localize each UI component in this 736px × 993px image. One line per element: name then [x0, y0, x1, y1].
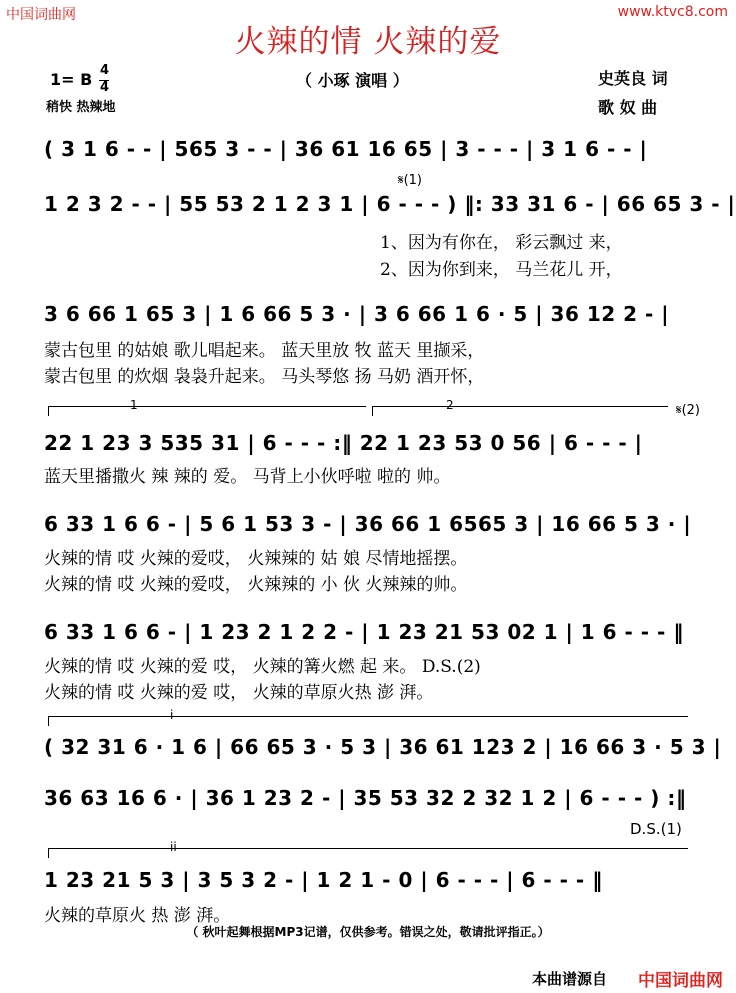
lyric-line: 1、因为有你在， 彩云飘过 来，: [380, 233, 623, 253]
score-row-5: 6 33 1 6 6 - | 5 6 1 53 3 - | 36 66 1 6565 3 | 16 66 5 3 · |: [44, 512, 692, 536]
ds-mark-1: D.S.(1): [630, 820, 682, 838]
score-row-2: 1 2 3 2 - - | 55 53 2 1 2 3 1 | 6 - - - ) ‖: 33 31 6 - | 66 65 3 - |: [44, 192, 736, 216]
lyric-line: 蓝天里播撒火 辣 辣的 爱。 马背上小伙呼啦 啦的 帅。: [44, 467, 451, 487]
lyric-line: 火辣的情 哎 火辣的爱 哎， 火辣的篝火燃 起 来。 D.S.(2): [44, 657, 481, 677]
volta-1-label: 1: [130, 398, 138, 412]
lyric-line: 火辣的情 哎 火辣的爱 哎， 火辣的草原火热 澎 湃。: [44, 683, 434, 703]
score-row-1: ( 3 1 6 - - | 565 3 - - | 36 61 16 65 | 3 - - - | 3 1 6 - - |: [44, 137, 648, 161]
lyric-line: 火辣的草原火 热 澎 湃。: [44, 906, 231, 926]
song-title: 火辣的情 火辣的爱: [234, 24, 502, 60]
score-row-7: ( 32 31 6 · 1 6 | 66 65 3 · 5 3 | 36 61 123 2 | 16 66 3 · 5 3 |: [44, 735, 722, 759]
score-row-8: 36 63 16 6 · | 36 1 23 2 - | 35 53 32 2 32 1 2 | 6 - - - ) :‖: [44, 786, 687, 810]
lyric-line: 蒙古包里 的炊烟 袅袅升起来。 马头琴悠 扬 马奶 酒开怀，: [44, 367, 485, 387]
lyricist-credit: 史英良 词: [598, 69, 668, 88]
footer-brand: 中国词曲网: [638, 971, 723, 991]
footer-source-label: 本曲谱源自: [532, 970, 608, 988]
score-row-9: 1 23 21 5 3 | 3 5 3 2 - | 1 2 1 - 0 | 6 - - - | 6 - - - ‖: [44, 868, 603, 892]
watermark-left: 中国词曲网: [6, 7, 76, 23]
watermark-right: www.ktvc8.com: [617, 4, 728, 20]
volta-2-label: 2: [446, 398, 454, 412]
lyric-line: 蒙古包里 的姑娘 歌儿唱起来。 蓝天里放 牧 蓝天 里撷采，: [44, 341, 485, 361]
transcriber-note: （ 秋叶起舞根据MP3记谱，仅供参考。错误之处，敬请批评指正。）: [186, 925, 550, 939]
time-signature-top: 4: [100, 63, 110, 78]
lyric-line: 火辣的情 哎 火辣的爱哎， 火辣辣的 小 伙 火辣辣的帅。: [44, 575, 468, 595]
volta-i-label: i: [170, 708, 174, 722]
lyric-line: 2、因为你到来， 马兰花儿 开，: [380, 260, 623, 280]
key-signature: 1= B: [50, 70, 93, 89]
score-row-3: 3 6 66 1 65 3 | 1 6 66 5 3 · | 3 6 66 1 6 · 5 | 36 12 2 - |: [44, 302, 670, 326]
segno-mark-2: 𝄋(2): [676, 403, 701, 418]
time-signature-bottom: 4: [100, 80, 110, 95]
segno-mark-1: 𝄋(1): [398, 173, 423, 188]
tempo-marking: 稍快 热辣地: [46, 100, 116, 115]
lyric-line: 火辣的情 哎 火辣的爱哎， 火辣辣的 姑 娘 尽情地摇摆。: [44, 549, 468, 569]
volta-ii-label: ii: [170, 840, 177, 854]
score-row-6: 6 33 1 6 6 - | 1 23 2 1 2 2 - | 1 23 21 53 02 1 | 1 6 - - - ‖: [44, 620, 684, 644]
composer-credit: 歌 奴 曲: [598, 98, 658, 117]
score-row-4: 22 1 23 3 535 31 | 6 - - - :‖ 22 1 23 53 0 56 | 6 - - - |: [44, 431, 643, 455]
singer-credit: （ 小琢 演唱 ）: [296, 71, 409, 90]
